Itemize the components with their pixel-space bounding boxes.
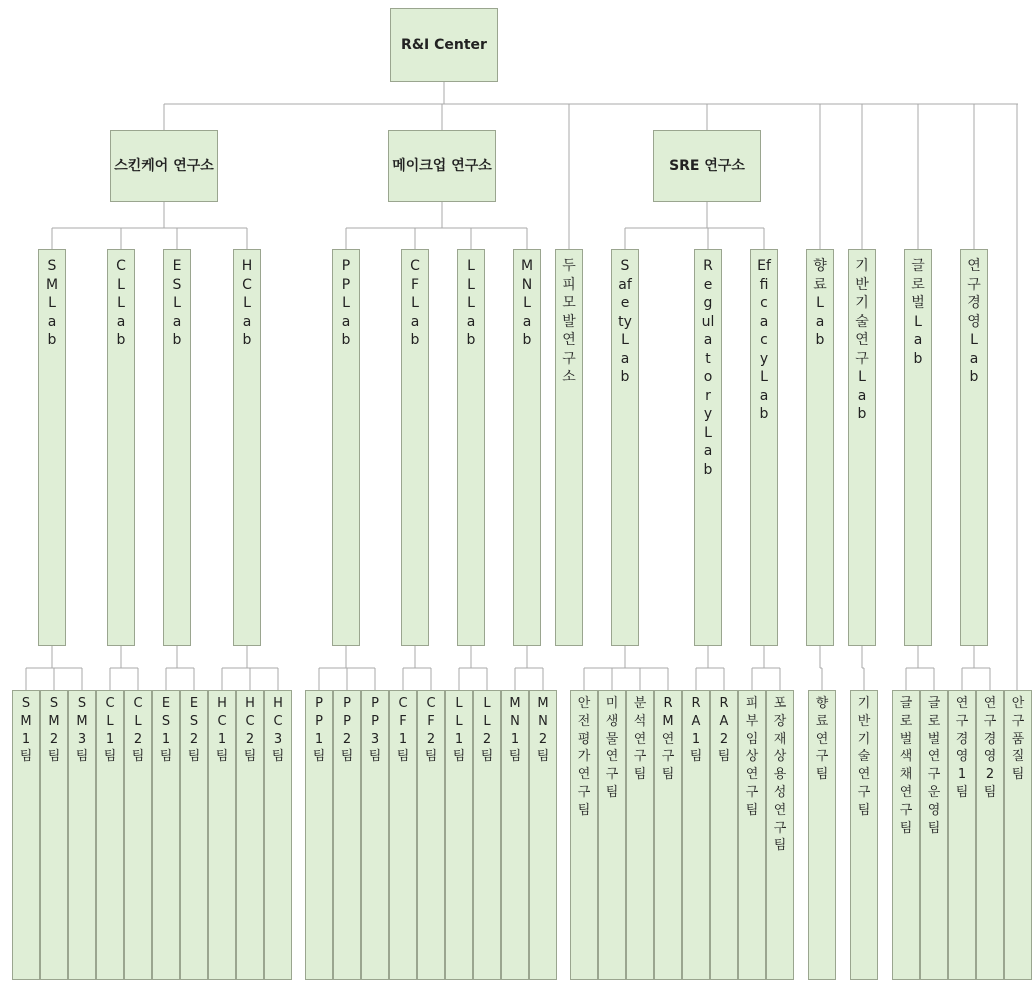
lab-node-label: CF Lab xyxy=(410,258,424,348)
lab-node xyxy=(750,249,778,646)
institute-node xyxy=(110,130,218,202)
lab-node-label: 기반기술연구 Lab xyxy=(855,258,874,422)
team-node-label: 피부임상연구팀 xyxy=(745,696,759,818)
team-node xyxy=(445,690,473,980)
team-node xyxy=(208,690,236,980)
team-node-label: CL2팀 xyxy=(131,696,145,765)
team-node-label: 기반기술연구팀 xyxy=(857,696,871,818)
team-node-label: 글로벌색채연구팀 xyxy=(899,696,913,836)
team-node xyxy=(68,690,96,980)
team-node xyxy=(976,690,1004,980)
team-node-label: ES2팀 xyxy=(187,696,201,765)
team-node xyxy=(920,690,948,980)
lab-node-label: CL Lab xyxy=(116,258,130,348)
lab-node xyxy=(611,249,639,646)
lab-node xyxy=(107,249,135,646)
team-node-label: HC3팀 xyxy=(271,696,285,765)
team-node xyxy=(361,690,389,980)
lab-node xyxy=(555,249,583,646)
lab-node xyxy=(401,249,429,646)
lab-node-label: ES Lab xyxy=(172,258,186,348)
lab-node xyxy=(904,249,932,646)
team-node-label: CF2팀 xyxy=(424,696,438,765)
lab-node-label: SM Lab xyxy=(45,258,63,348)
team-node-label: ES1팀 xyxy=(159,696,173,765)
team-node xyxy=(389,690,417,980)
lab-node xyxy=(806,249,834,646)
team-node xyxy=(766,690,794,980)
lab-node xyxy=(848,249,876,646)
team-node-label: CF1팀 xyxy=(396,696,410,765)
team-node-label: 미생물연구팀 xyxy=(605,696,619,800)
team-node-label: 향료연구팀 xyxy=(815,696,829,783)
lab-node xyxy=(233,249,261,646)
team-node xyxy=(570,690,598,980)
team-node xyxy=(236,690,264,980)
team-node-label: RA2팀 xyxy=(717,696,731,765)
team-node xyxy=(305,690,333,980)
lab-node xyxy=(457,249,485,646)
lab-node xyxy=(163,249,191,646)
team-node-label: RA1팀 xyxy=(689,696,703,765)
institute-node-label: SRE 연구소 xyxy=(669,157,745,174)
team-node xyxy=(417,690,445,980)
team-node-label: 안구품질팀 xyxy=(1011,696,1025,783)
team-node-label: CL1팀 xyxy=(103,696,117,765)
lab-node-label: Efficacy Lab xyxy=(757,258,773,422)
team-node xyxy=(654,690,682,980)
team-node xyxy=(180,690,208,980)
lab-node xyxy=(694,249,722,646)
root-node-label: R&I Center xyxy=(401,36,487,53)
team-node-label: HC2팀 xyxy=(243,696,257,765)
team-node-label: PP3팀 xyxy=(368,696,382,765)
team-node xyxy=(598,690,626,980)
team-node-label: RM연구팀 xyxy=(661,696,675,783)
team-node xyxy=(124,690,152,980)
team-node-label: SM2팀 xyxy=(47,696,61,765)
institute-node-label: 스킨케어 연구소 xyxy=(114,157,214,174)
team-node-label: MN1팀 xyxy=(508,696,522,765)
team-node-label: 안전평가연구팀 xyxy=(577,696,591,818)
team-node xyxy=(96,690,124,980)
team-node xyxy=(850,690,878,980)
lab-node-label: HC Lab xyxy=(241,258,257,348)
team-node-label: LL2팀 xyxy=(480,696,494,765)
lab-node-label: LL Lab xyxy=(466,258,480,348)
lab-node-label: PP Lab xyxy=(341,258,355,348)
team-node-label: PP1팀 xyxy=(312,696,326,765)
team-node xyxy=(808,690,836,980)
team-node-label: LL1팀 xyxy=(452,696,466,765)
team-node-label: MN2팀 xyxy=(536,696,550,765)
lab-node xyxy=(960,249,988,646)
team-node xyxy=(333,690,361,980)
team-node xyxy=(501,690,529,980)
institute-node xyxy=(653,130,761,202)
team-node-label: 연구경영1팀 xyxy=(955,696,969,800)
team-node-label: SM3팀 xyxy=(75,696,89,765)
team-node xyxy=(12,690,40,980)
lab-node xyxy=(513,249,541,646)
institute-node-label: 메이크업 연구소 xyxy=(392,157,492,174)
lab-node xyxy=(38,249,66,646)
team-node-label: 포장재상용성연구팀 xyxy=(773,696,787,854)
team-node xyxy=(626,690,654,980)
team-node-label: HC1팀 xyxy=(215,696,229,765)
lab-node-label: 글로벌 Lab xyxy=(911,258,930,367)
team-node xyxy=(1004,690,1032,980)
team-node xyxy=(264,690,292,980)
institute-node xyxy=(388,130,496,202)
team-node xyxy=(738,690,766,980)
team-node xyxy=(40,690,68,980)
team-node xyxy=(892,690,920,980)
lab-node-label: 두피모발연구소 xyxy=(562,258,576,385)
team-node-label: PP2팀 xyxy=(340,696,354,765)
team-node xyxy=(152,690,180,980)
team-node xyxy=(473,690,501,980)
lab-node-label: 향료 Lab xyxy=(813,258,832,348)
team-node xyxy=(948,690,976,980)
team-node-label: 연구경영2팀 xyxy=(983,696,997,800)
lab-node-label: 연구경영 Lab xyxy=(967,258,986,385)
team-node xyxy=(682,690,710,980)
team-node-label: 글로벌 연구운영팀 xyxy=(927,696,945,836)
team-node-label: 분석연구팀 xyxy=(633,696,647,783)
lab-node-label: MN Lab xyxy=(520,258,537,348)
lab-node xyxy=(332,249,360,646)
team-node xyxy=(710,690,738,980)
lab-node-label: Safety Lab xyxy=(618,258,637,385)
team-node xyxy=(529,690,557,980)
team-node-label: SM1팀 xyxy=(19,696,33,765)
lab-node-label: Regulatory Lab xyxy=(701,258,717,478)
root-node xyxy=(390,8,498,82)
